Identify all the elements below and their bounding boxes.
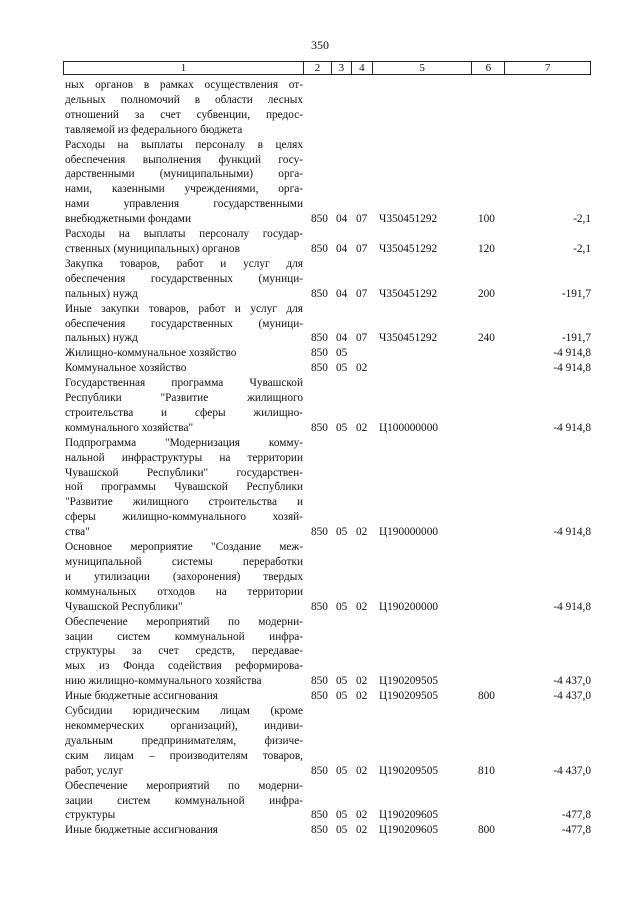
target-article-code: Ч350451292 — [379, 213, 438, 226]
description-line: обеспечения выполнения функций госу- — [65, 153, 303, 166]
description-line: Основное мероприятие "Создание меж- — [65, 541, 303, 554]
amount: -477,8 — [561, 809, 591, 822]
section-code: 04 — [336, 332, 348, 345]
description-line: зации систем коммунальной инфра- — [65, 794, 303, 807]
description-line: коммунальных отходов на территории — [65, 585, 303, 598]
description-line: Обеспечение мероприятий по модерни- — [65, 615, 303, 628]
row-description — [65, 615, 303, 690]
section-code: 05 — [336, 362, 348, 375]
description-line: некоммерческих организаций), индиви- — [65, 719, 303, 732]
ministry-code: 850 — [311, 764, 328, 777]
ministry-code: 850 — [311, 824, 328, 837]
description-line: работ, услуг — [65, 764, 124, 777]
target-article-code: Ч350451292 — [379, 242, 438, 255]
table-row — [65, 361, 591, 376]
description-line: дуальным предпринимателям, физиче- — [65, 734, 303, 747]
ministry-code: 850 — [311, 242, 328, 255]
target-article-code: Ч350451292 — [379, 332, 438, 345]
amount: -477,8 — [561, 824, 591, 837]
section-code: 05 — [336, 764, 348, 777]
description-line: структуры за счет средств, передавае- — [65, 645, 303, 658]
expense-type-code: 800 — [478, 824, 495, 837]
table-row — [65, 138, 591, 227]
ministry-code: 850 — [311, 213, 328, 226]
table-row — [65, 540, 591, 615]
description-line: зации систем коммунальной инфра- — [65, 630, 303, 643]
amount: -4 437,0 — [553, 675, 591, 688]
row-description — [65, 779, 303, 824]
table-row — [65, 689, 591, 704]
table-header — [63, 61, 591, 75]
table-row — [65, 227, 591, 257]
description-line: Иные закупки товаров, работ и услуг для — [65, 302, 303, 315]
section-code: 05 — [336, 809, 348, 822]
subsection-code: 02 — [356, 526, 368, 539]
row-description — [65, 78, 303, 138]
target-article-code: Ц190209505 — [379, 675, 438, 688]
description-line: Расходы на выплаты персоналу в целях — [65, 138, 303, 151]
table-body — [65, 78, 591, 838]
row-description — [65, 376, 303, 436]
ministry-code: 850 — [311, 332, 328, 345]
column-header-3: 3 — [332, 62, 352, 74]
description-line: муниципальной системы переработки — [65, 556, 303, 568]
amount: -4 914,8 — [553, 421, 591, 434]
description-line: "Развитие жилищного строительства и — [65, 496, 303, 509]
target-article-code: Ц190209605 — [379, 824, 438, 837]
table-row — [65, 302, 591, 347]
description-line: и утилизации (захоронения) твердых — [65, 570, 303, 583]
row-description — [65, 302, 303, 347]
column-header-6: 6 — [472, 62, 505, 74]
description-line: Субсидии юридическим лицам (кроме — [65, 705, 303, 718]
subsection-code: 02 — [356, 675, 368, 688]
ministry-code: 850 — [311, 526, 328, 539]
expense-type-code: 800 — [478, 690, 495, 703]
description-line: обеспечения государственных (муници- — [65, 317, 303, 330]
ministry-code: 850 — [311, 421, 328, 434]
section-code: 04 — [336, 213, 348, 226]
description-line: ственных (муниципальных) органов — [65, 242, 240, 255]
ministry-code: 850 — [311, 600, 328, 613]
row-description — [65, 689, 303, 704]
section-code: 05 — [336, 824, 348, 837]
description-line: нами, казенными учреждениями, орга- — [65, 183, 303, 196]
section-code: 04 — [336, 287, 348, 300]
table-row — [65, 346, 591, 361]
ministry-code: 850 — [311, 347, 328, 360]
subsection-code: 02 — [356, 764, 368, 777]
amount: -191,7 — [561, 332, 591, 345]
description-line: ной программы Чувашской Республики — [65, 481, 303, 494]
description-line: нию жилищно-коммунального хозяйства — [65, 675, 262, 688]
description-line: Республики "Развитие жилищного — [65, 392, 303, 405]
table-row — [65, 779, 591, 824]
row-description — [65, 138, 303, 227]
subsection-code: 02 — [356, 600, 368, 613]
subsection-code: 02 — [356, 809, 368, 822]
amount: -4 914,8 — [553, 600, 591, 613]
description-line: Государственная программа Чувашской — [65, 377, 303, 390]
expense-type-code: 100 — [478, 213, 495, 226]
description-line: Жилищно-коммунальное хозяйство — [65, 347, 237, 360]
row-description — [65, 436, 303, 540]
amount: -4 914,8 — [553, 526, 591, 539]
description-line: пальных) нужд — [65, 332, 138, 345]
expense-type-code: 200 — [478, 287, 495, 300]
column-header-1: 1 — [64, 62, 304, 74]
description-line: Расходы на выплаты персоналу государ- — [65, 228, 303, 241]
description-line: Обеспечение мероприятий по модерни- — [65, 779, 303, 792]
table-row — [65, 436, 591, 540]
description-line: дельных полномочий в области лесных — [65, 93, 303, 106]
amount: -191,7 — [561, 287, 591, 300]
description-line: Закупка товаров, работ и услуг для — [65, 257, 303, 270]
description-line: Чувашской Республики" государствен- — [65, 466, 303, 479]
description-line: обеспечения государственных (муници- — [65, 272, 303, 285]
table-row — [65, 615, 591, 690]
subsection-code: 07 — [356, 213, 368, 226]
description-line: отношений за счет субвенции, предос- — [65, 108, 303, 121]
row-description — [65, 704, 303, 779]
row-description — [65, 227, 303, 257]
description-line: дарственными (муниципальными) орга- — [65, 168, 303, 181]
description-line: коммунального хозяйства" — [65, 421, 194, 434]
amount: -2,1 — [573, 213, 591, 226]
description-line: тавляемой из федерального бюджета — [65, 123, 243, 136]
ministry-code: 850 — [311, 362, 328, 375]
target-article-code: Ц190209505 — [379, 690, 438, 703]
description-line: внебюджетными фондами — [65, 213, 191, 226]
table-row — [65, 78, 591, 138]
target-article-code: Ц190209505 — [379, 764, 438, 777]
table-row — [65, 704, 591, 779]
section-code: 05 — [336, 526, 348, 539]
description-line: пальных) нужд — [65, 287, 138, 300]
description-line: нами управления государственными — [65, 198, 303, 211]
subsection-code: 07 — [356, 332, 368, 345]
section-code: 05 — [336, 421, 348, 434]
ministry-code: 850 — [311, 809, 328, 822]
column-header-5: 5 — [373, 62, 473, 74]
ministry-code: 850 — [311, 690, 328, 703]
description-line: Чувашской Республики" — [65, 600, 183, 613]
row-description — [65, 257, 303, 302]
section-code: 05 — [336, 690, 348, 703]
description-line: Подпрограмма "Модернизация комму- — [65, 436, 303, 449]
amount: -4 914,8 — [553, 362, 591, 375]
description-line: ским лицам – производителям товаров, — [65, 749, 303, 762]
target-article-code: Ч350451292 — [379, 287, 438, 300]
description-line: нальной инфраструктуры на территории — [65, 451, 303, 464]
description-line: Иные бюджетные ассигнования — [65, 690, 218, 703]
row-description — [65, 361, 303, 376]
amount: -4 914,8 — [553, 347, 591, 360]
expense-type-code: 120 — [478, 242, 495, 255]
target-article-code: Ц190200000 — [379, 600, 438, 613]
section-code: 05 — [336, 675, 348, 688]
expense-type-code: 810 — [478, 764, 495, 777]
subsection-code: 02 — [356, 824, 368, 837]
subsection-code: 02 — [356, 690, 368, 703]
table-row — [65, 376, 591, 436]
description-line: Коммунальное хозяйство — [65, 362, 187, 375]
target-article-code: Ц190209605 — [379, 809, 438, 822]
description-line: Иные бюджетные ассигнования — [65, 824, 218, 837]
expense-type-code: 240 — [478, 332, 495, 345]
table-row — [65, 257, 591, 302]
table-row — [65, 823, 591, 838]
amount: -4 437,0 — [553, 690, 591, 703]
column-header-7: 7 — [544, 62, 551, 74]
subsection-code: 02 — [356, 362, 368, 375]
column-header-4: 4 — [352, 62, 373, 74]
description-line: структуры — [65, 809, 116, 822]
description-line: ства" — [65, 526, 90, 539]
section-code: 05 — [336, 347, 348, 360]
row-description — [65, 823, 303, 838]
target-article-code: Ц190000000 — [379, 526, 438, 539]
column-header-2: 2 — [304, 62, 332, 74]
description-line: сферы жилищно-коммунального хозяй- — [65, 511, 303, 524]
amount: -4 437,0 — [553, 764, 591, 777]
row-description — [65, 346, 303, 361]
subsection-code: 07 — [356, 287, 368, 300]
amount: -2,1 — [573, 242, 591, 255]
subsection-code: 07 — [356, 242, 368, 255]
description-line: мых из Фонда содействия реформирова- — [65, 660, 303, 673]
description-line: строительства и сферы жилищно- — [65, 406, 303, 419]
section-code: 05 — [336, 600, 348, 613]
ministry-code: 850 — [311, 675, 328, 688]
page-number: 350 — [311, 38, 329, 52]
ministry-code: 850 — [311, 287, 328, 300]
description-line: ных органов в рамках осуществления от- — [65, 79, 303, 91]
row-description — [65, 540, 303, 615]
section-code: 04 — [336, 242, 348, 255]
subsection-code: 02 — [356, 421, 368, 434]
target-article-code: Ц100000000 — [379, 421, 438, 434]
